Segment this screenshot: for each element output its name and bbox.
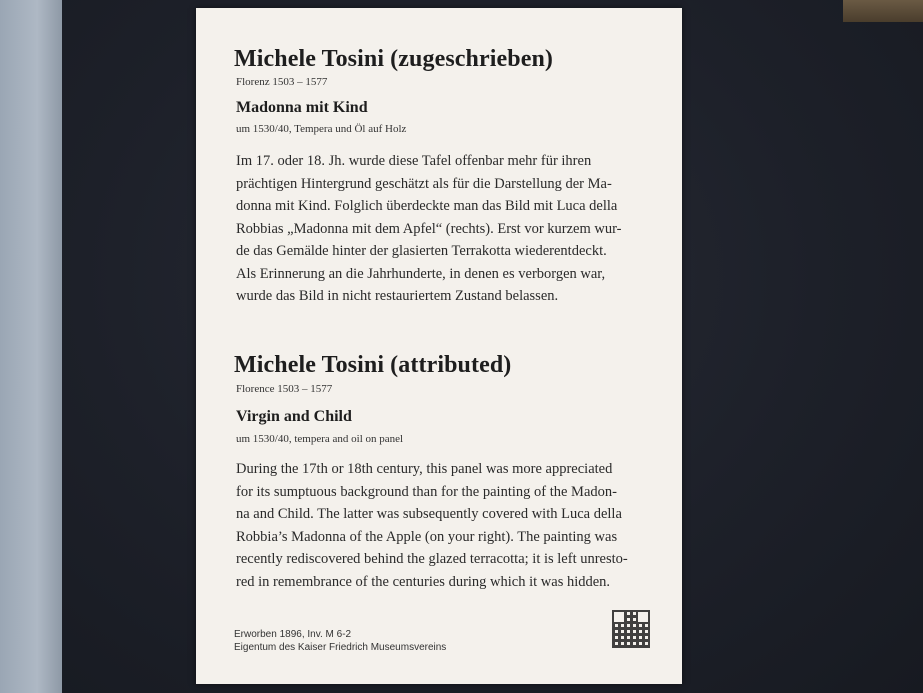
origin-english: Florence 1503 – 1577 <box>236 383 333 395</box>
artist-title-german: Michele Tosini (zugeschrieben) <box>234 46 553 72</box>
text-line: During the 17th or 18th century, this panel was more appreciated <box>236 461 613 477</box>
description-english <box>236 458 656 593</box>
text-line: Im 17. oder 18. Jh. wurde diese Tafel offenbar mehr für ihren <box>236 153 592 169</box>
description-german <box>236 150 656 308</box>
acquisition-line: Erworben 1896, Inv. M 6-2 <box>234 629 352 640</box>
text-line: Robbia’s Madonna of the Apple (on your right). The painting was <box>236 528 618 545</box>
medium-german: um 1530/40, Tempera und Öl auf Holz <box>236 123 407 135</box>
artist-title-english: Michele Tosini (attributed) <box>234 352 512 378</box>
text-line: de das Gemälde hinter der glasierten Terrakotta wiederentdeckt. <box>236 243 607 259</box>
origin-german: Florenz 1503 – 1577 <box>236 76 328 88</box>
text-line: Als Erinnerung an die Jahrhunderte, in denen es verborgen war, <box>236 265 606 282</box>
text-line: Robbias „Madonna mit dem Apfel“ (rechts). Erst vor kurzem wur- <box>236 220 622 237</box>
text-line: prächtigen Hintergrund geschätzt als für die Darstellung der Ma- <box>236 175 612 192</box>
picture-frame-corner <box>843 0 923 22</box>
text-line: wurde das Bild in nicht restauriertem Zustand belassen. <box>236 288 559 304</box>
work-title-german: Madonna mit Kind <box>236 99 368 116</box>
wall-left <box>0 0 62 693</box>
qr-code-icon[interactable] <box>612 610 650 648</box>
ownership-line: Eigentum des Kaiser Friedrich Museumsvereins <box>234 642 447 653</box>
text-line: red in remembrance of the centuries during which it was hidden. <box>236 573 611 590</box>
museum-label-card <box>196 8 682 684</box>
text-line: recently rediscovered behind the glazed terracotta; it is left unresto- <box>236 551 628 567</box>
text-line: donna mit Kind. Folglich überdeckte man das Bild mit Luca della <box>236 198 618 214</box>
text-line: for its sumptuous background than for the painting of the Madon- <box>236 483 617 500</box>
work-title-english: Virgin and Child <box>236 408 352 425</box>
medium-english: um 1530/40, tempera and oil on panel <box>236 433 404 445</box>
text-line: na and Child. The latter was subsequently covered with Luca della <box>236 506 622 522</box>
